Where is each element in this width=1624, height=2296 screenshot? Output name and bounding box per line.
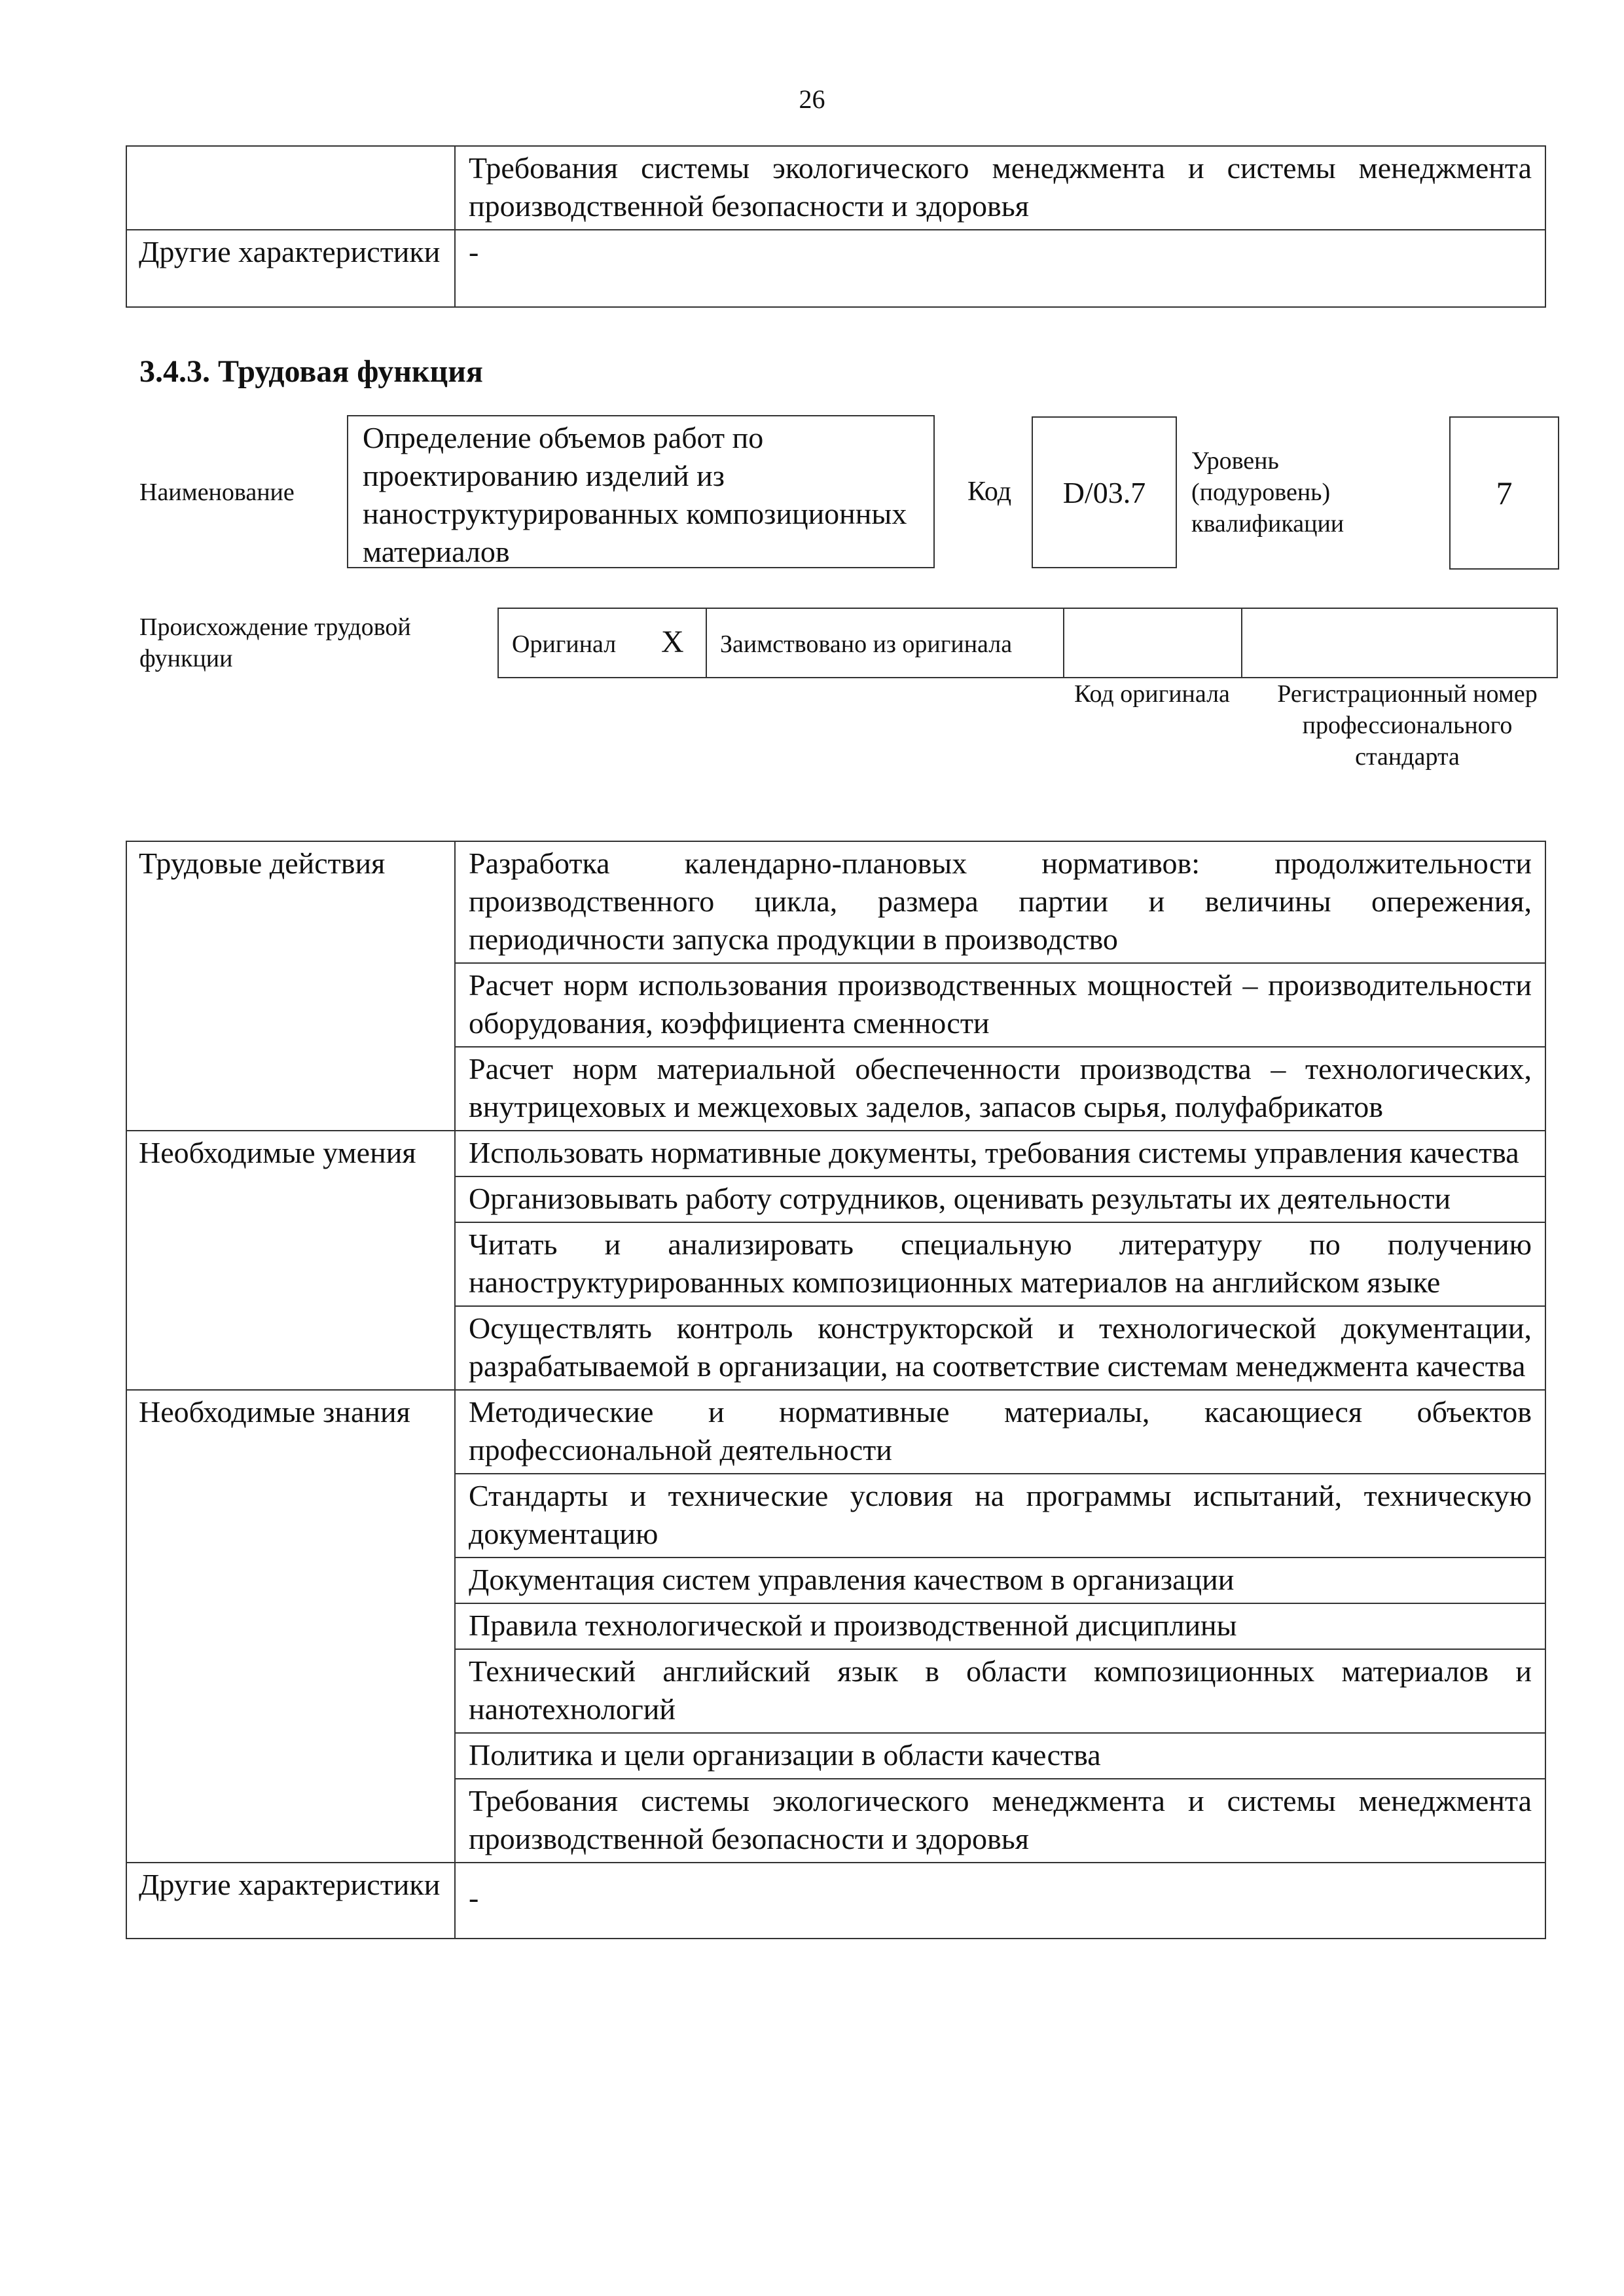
level-label: Уровень (подуровень) квалификации: [1191, 447, 1344, 538]
borrowed-label: Заимствовано из оригинала: [720, 630, 1013, 658]
section-item: Осуществлять контроль конструкторской и технологической документации, разрабатываемой в организации, на соответствие системам менеджмента качества: [455, 1306, 1545, 1390]
name-label: Наименование: [139, 479, 295, 506]
function-name-box: [347, 415, 935, 568]
section-title: 3.4.3. Трудовая функция: [139, 354, 483, 389]
level-value: 7: [1496, 475, 1513, 511]
original-mark: X: [661, 625, 684, 659]
origin-divider: [1063, 608, 1064, 678]
page-number: 26: [799, 84, 825, 114]
section-label: Необходимые умения: [126, 1131, 455, 1390]
function-name: Определение объемов работ по проектированию изделий из наноструктурированных композиционных материалов: [363, 421, 907, 568]
original-label: Оригинал: [512, 630, 617, 658]
section-item: -: [455, 1863, 1545, 1939]
section-item: Политика и цели организации в области качества: [455, 1733, 1545, 1779]
main-table: [126, 841, 1546, 1939]
section-item: Технический английский язык в области композиционных материалов и нанотехнологий: [455, 1649, 1545, 1733]
code-value: D/03.7: [1062, 476, 1146, 509]
table-row: [126, 230, 1545, 307]
section-label: Трудовые действия: [126, 841, 455, 1131]
section-item: Организовывать работу сотрудников, оценивать результаты их деятельности: [455, 1176, 1545, 1222]
level-box: [1449, 416, 1559, 570]
code-box: [1032, 416, 1177, 568]
row-label: Другие характеристики: [126, 230, 455, 307]
code-caption: Код оригинала: [1074, 680, 1230, 708]
origin-label: Происхождение трудовой функции: [139, 613, 411, 672]
table-row: [126, 841, 1545, 963]
table-row: [126, 1131, 1545, 1176]
section-item: Использовать нормативные документы, требования системы управления качества: [455, 1131, 1545, 1176]
row-label: [126, 146, 455, 230]
section-label: Другие характеристики: [126, 1863, 455, 1939]
section-item: Документация систем управления качеством в организации: [455, 1558, 1545, 1603]
table-row: [126, 146, 1545, 230]
section-item: Требования системы экологического менеджмента и системы менеджмента производственной безопасности и здоровья: [455, 1779, 1545, 1863]
section-label: Необходимые знания: [126, 1390, 455, 1863]
table-row: [126, 1863, 1545, 1939]
section-item: Правила технологической и производственной дисциплины: [455, 1603, 1545, 1649]
row-value: -: [455, 230, 1545, 307]
row-value: Требования системы экологического менеджмента и системы менеджмента производственной безопасности и здоровья: [455, 146, 1545, 230]
origin-divider: [1241, 608, 1242, 678]
table-row: [126, 1390, 1545, 1474]
section-item: Читать и анализировать специальную литературу по получению наноструктурированных композиционных материалов на английском языке: [455, 1222, 1545, 1306]
section-item: Расчет норм использования производственных мощностей – производительности оборудования, коэффициента сменности: [455, 963, 1545, 1047]
origin-box: [497, 608, 1558, 678]
code-label: Код: [967, 477, 1012, 507]
section-item: Разработка календарно-плановых нормативов: продолжительности производственного цикла, размера партии и величины опережения, периодичности запуска продукции в производство: [455, 841, 1545, 963]
origin-divider: [706, 608, 707, 678]
section-item: Методические и нормативные материалы, касающиеся объектов профессиональной деятельности: [455, 1390, 1545, 1474]
top-table: [126, 145, 1546, 308]
reg-caption: Регистрационный номер профессионального стандарта: [1277, 680, 1538, 771]
section-item: Расчет норм материальной обеспеченности производства – технологических, внутрицеховых и межцеховых заделов, запасов сырья, полуфабрикатов: [455, 1047, 1545, 1131]
section-item: Стандарты и технические условия на программы испытаний, техническую документацию: [455, 1474, 1545, 1558]
